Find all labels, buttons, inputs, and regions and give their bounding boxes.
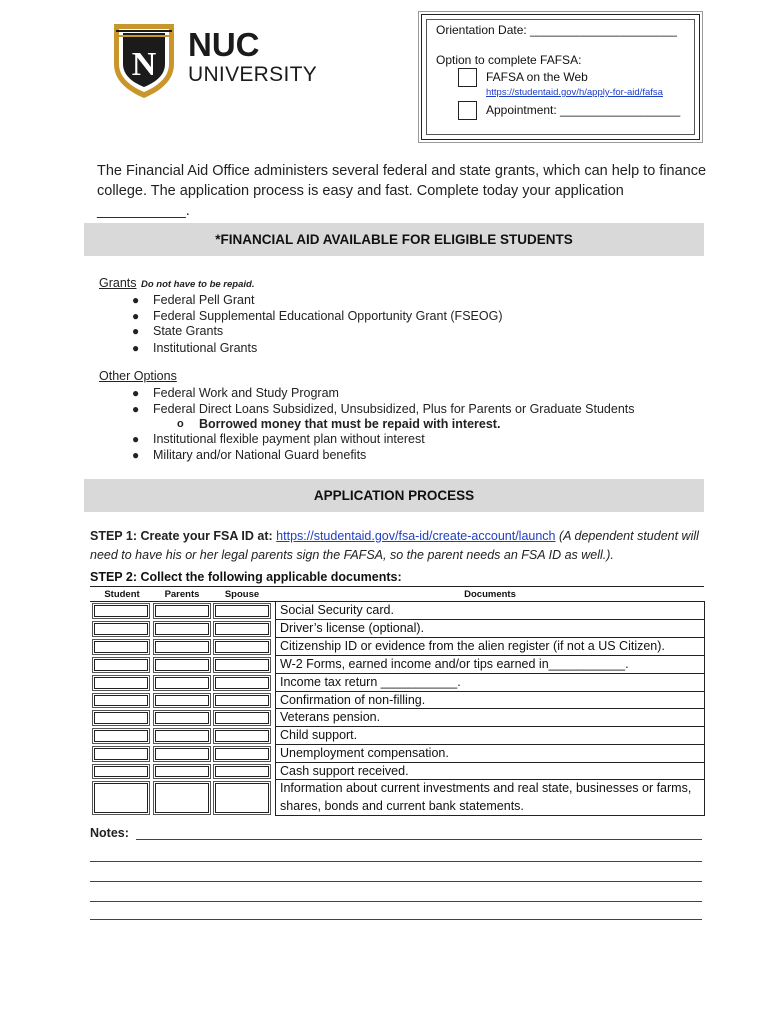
step1-note: (A dependent student will need to have his or her legal parents sign the FAFSA, so the parent needs an FSA ID as well.). (90, 529, 699, 562)
list-item: ● Federal Pell Grant (132, 293, 255, 307)
sub-list-item: o Borrowed money that must be repaid with interest. (177, 417, 501, 431)
student-checkbox[interactable] (94, 748, 148, 760)
student-checkbox[interactable] (94, 623, 148, 635)
parents-checkbox[interactable] (155, 695, 209, 706)
parents-checkbox[interactable] (155, 677, 209, 689)
student-checkbox[interactable] (94, 677, 148, 689)
fsa-id-link[interactable]: https://studentaid.gov/fsa-id/create-account/launch (276, 529, 556, 543)
student-checkbox[interactable] (94, 783, 148, 813)
orientation-box (421, 14, 700, 140)
notes-line[interactable] (90, 900, 702, 902)
grants-label: Grants (99, 276, 137, 290)
nuc-university-logo (108, 20, 318, 100)
step1-paragraph (90, 527, 710, 565)
parents-checkbox[interactable] (155, 641, 209, 653)
student-checkbox[interactable] (94, 641, 148, 653)
notes-label: Notes: (90, 826, 129, 840)
parents-checkbox[interactable] (155, 605, 209, 617)
notes-line[interactable] (136, 838, 702, 840)
parents-checkbox[interactable] (155, 748, 209, 760)
notes-line[interactable] (90, 918, 702, 920)
col-header-spouse: Spouse (224, 589, 260, 600)
fafsa-web-label: FAFSA on the Web (486, 70, 588, 84)
grants-heading (99, 274, 254, 292)
document-row (275, 727, 705, 745)
document-row (275, 638, 705, 656)
notes-line[interactable] (90, 880, 702, 882)
other-options-label: Other Options (99, 369, 177, 383)
logo-line1: NUC (188, 26, 260, 63)
student-checkbox[interactable] (94, 730, 148, 742)
table-top-rule (90, 586, 704, 587)
parents-checkbox[interactable] (155, 659, 209, 671)
fafsa-option-label: Option to complete FAFSA: (436, 53, 582, 67)
col-header-student: Student (104, 589, 140, 600)
document-row (275, 692, 705, 709)
fafsa-link[interactable]: https://studentaid.gov/h/apply-for-aid/fafsa (486, 87, 663, 98)
section-application-title: APPLICATION PROCESS (84, 479, 704, 512)
intro-paragraph: The Financial Aid Office administers several federal and state grants, which can help to finance college. The application process is easy and fast. Complete today your application ___________. (97, 163, 707, 219)
student-checkbox[interactable] (94, 695, 148, 706)
parents-checkbox[interactable] (155, 712, 209, 724)
document-row (275, 780, 705, 816)
list-item: ● Institutional Grants (132, 341, 258, 355)
document-row (275, 656, 705, 674)
document-row (275, 745, 705, 763)
parents-checkbox[interactable] (155, 783, 209, 813)
parents-checkbox[interactable] (155, 730, 209, 742)
parents-checkbox[interactable] (155, 623, 209, 635)
parents-checkbox[interactable] (155, 766, 209, 777)
list-item: ● Federal Work and Study Program (132, 386, 339, 400)
student-checkbox[interactable] (94, 659, 148, 671)
orientation-date-field[interactable]: Orientation Date: ______________________ (436, 23, 677, 37)
spouse-checkbox[interactable] (215, 748, 269, 760)
appointment-checkbox[interactable] (458, 101, 477, 120)
step1-label: STEP 1: Create your FSA ID at: (90, 529, 273, 543)
document-label: Cash support received. (280, 764, 409, 778)
list-item: ● State Grants (132, 324, 224, 338)
spouse-checkbox[interactable] (215, 730, 269, 742)
document-row (275, 602, 705, 620)
document-label: Social Security card. (280, 603, 394, 617)
crest-letter: N (131, 46, 157, 83)
document-label: Veterans pension. (280, 710, 381, 724)
student-checkbox[interactable] (94, 712, 148, 724)
document-label: Confirmation of non-filling. (280, 693, 426, 707)
spouse-checkbox[interactable] (215, 712, 269, 724)
student-checkbox[interactable] (94, 766, 148, 777)
spouse-checkbox[interactable] (215, 605, 269, 617)
document-row (275, 674, 705, 692)
document-label: Citizenship ID or evidence from the alien register (if not a US Citizen). (280, 639, 665, 653)
document-label: W-2 Forms, earned income and/or tips earned in___________. (280, 657, 629, 671)
spouse-checkbox[interactable] (215, 766, 269, 777)
grants-note: Do not have to be repaid. (140, 279, 255, 290)
document-label: Information about current investments and real state, businesses or farms, shares, bonds and current bank statements. (280, 781, 692, 813)
list-item: ● Institutional flexible payment plan without interest (132, 432, 425, 446)
spouse-checkbox[interactable] (215, 659, 269, 671)
list-item: ● Federal Direct Loans Subsidized, Unsubsidized, Plus for Parents or Graduate Students (132, 402, 635, 416)
col-header-documents: Documents (464, 589, 516, 600)
appointment-field[interactable]: Appointment: __________________ (486, 103, 681, 117)
list-item: ● Military and/or National Guard benefits (132, 448, 367, 462)
spouse-checkbox[interactable] (215, 783, 269, 813)
step2-label: STEP 2: Collect the following applicable documents: (90, 570, 402, 584)
student-checkbox[interactable] (94, 605, 148, 617)
document-label: Child support. (280, 728, 358, 742)
document-label: Driver’s license (optional). (280, 621, 425, 635)
list-item: ● Federal Supplemental Educational Opportunity Grant (FSEOG) (132, 309, 503, 323)
document-label: Unemployment compensation. (280, 746, 449, 760)
document-row (275, 620, 705, 638)
spouse-checkbox[interactable] (215, 623, 269, 635)
col-header-parents: Parents (164, 589, 200, 600)
notes-line[interactable] (90, 860, 702, 862)
document-row (275, 709, 705, 727)
section-financial-aid-title: *FINANCIAL AID AVAILABLE FOR ELIGIBLE STUDENTS (84, 223, 704, 256)
spouse-checkbox[interactable] (215, 641, 269, 653)
fafsa-web-checkbox[interactable] (458, 68, 477, 87)
document-label: Income tax return ___________. (280, 675, 461, 689)
shield-crest-icon (110, 20, 178, 100)
spouse-checkbox[interactable] (215, 677, 269, 689)
logo-line2: UNIVERSITY (188, 63, 318, 86)
document-row (275, 763, 705, 780)
spouse-checkbox[interactable] (215, 695, 269, 706)
